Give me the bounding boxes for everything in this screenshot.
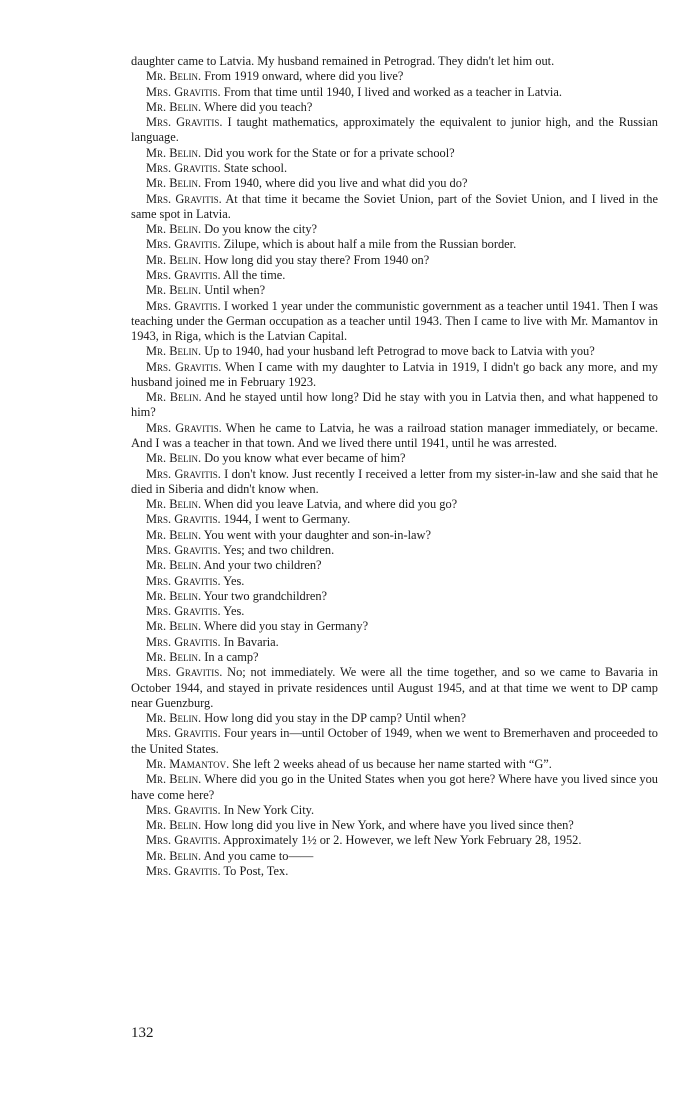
transcript-paragraph xyxy=(131,100,658,115)
transcript-paragraph xyxy=(131,849,658,864)
speaker-name: Mr. Belin. xyxy=(146,176,202,191)
speech-text: Four years in—until October of 1949, when we went to Bremerhaven and proceeded to the United States. xyxy=(131,726,658,756)
speaker-name: Mrs. Gravitis. xyxy=(146,466,221,481)
speaker-name: Mrs. Gravitis. xyxy=(146,604,221,619)
speaker-name: Mrs. Gravitis. xyxy=(146,191,222,206)
transcript-paragraph xyxy=(131,665,658,711)
speaker-name: Mr. Belin. xyxy=(146,344,202,359)
speaker-name: Mrs. Gravitis. xyxy=(146,863,221,878)
speech-text: Until when? xyxy=(204,283,266,298)
speech-text: From that time until 1940, I lived and worked as a teacher in Latvia. xyxy=(223,84,562,99)
page-number: 132 xyxy=(131,1025,154,1041)
transcript-paragraph xyxy=(131,253,658,268)
speaker-name: Mrs. Gravitis. xyxy=(146,665,223,680)
speech-text: Zilupe, which is about half a mile from the Russian border. xyxy=(223,237,517,252)
speech-text: daughter came to Latvia. My husband remained in Petrograd. They didn't let him out. xyxy=(131,54,555,68)
speech-text: I taught mathematics, approximately the equivalent to junior high, and the Russian language. xyxy=(131,115,658,145)
transcript-paragraph xyxy=(131,512,658,527)
speech-text: She left 2 weeks ahead of us because her name started with “G”. xyxy=(232,756,552,771)
transcript-paragraph xyxy=(131,803,658,818)
speech-text: Where did you teach? xyxy=(203,99,313,114)
speech-text: Do you know the city? xyxy=(204,222,318,237)
speech-text: From 1940, where did you live and what did you do? xyxy=(204,176,468,191)
speech-text: Where did you stay in Germany? xyxy=(203,619,369,634)
transcript-paragraph xyxy=(131,558,658,573)
speech-text: When he came to Latvia, he was a railroad station manager immediately, or became. And I was a teacher in that town. And we lived there until 1941, until he was arrested. xyxy=(131,420,659,451)
transcript-paragraph xyxy=(131,299,658,345)
speech-text: When did you leave Latvia, and where did you go? xyxy=(203,497,458,512)
transcript-paragraph xyxy=(131,69,658,84)
transcript-paragraph xyxy=(131,268,658,283)
speaker-name: Mr. Belin. xyxy=(146,818,202,833)
speaker-name: Mrs. Gravitis. xyxy=(146,359,222,374)
speaker-name: Mrs. Gravitis. xyxy=(146,420,222,435)
transcript-paragraph xyxy=(131,467,658,498)
transcript-paragraph xyxy=(131,650,658,665)
transcript-paragraph xyxy=(131,574,658,589)
transcript-paragraph xyxy=(131,115,658,146)
speaker-name: Mrs. Gravitis. xyxy=(146,115,223,130)
speech-text: 1944, I went to Germany. xyxy=(223,512,351,527)
transcript-paragraph xyxy=(131,711,658,726)
speech-text: No; not immediately. We were all the time together, and so we came to Bavaria in October 1944, and stayed in private residences until August 1945, and at that time we went to DP camp near Guenzburg. xyxy=(131,665,658,710)
speaker-name: Mr. Belin. xyxy=(146,649,202,664)
transcript-paragraph xyxy=(131,864,658,879)
speaker-name: Mr. Belin. xyxy=(146,451,202,466)
speaker-name: Mrs. Gravitis. xyxy=(146,298,221,313)
transcript-paragraph xyxy=(131,192,658,223)
speech-text: In New York City. xyxy=(223,802,315,817)
transcript-paragraph xyxy=(131,344,658,359)
speech-text: From 1919 onward, where did you live? xyxy=(204,69,404,84)
speaker-name: Mr. Belin. xyxy=(146,711,202,726)
speaker-name: Mrs. Gravitis. xyxy=(146,802,221,817)
transcript-paragraph xyxy=(131,757,658,772)
speech-text: How long did you stay in the DP camp? Until when? xyxy=(204,711,466,726)
transcript-paragraph xyxy=(131,451,658,466)
speech-text: You went with your daughter and son-in-law? xyxy=(203,527,431,542)
transcript-paragraph xyxy=(131,543,658,558)
speech-text: In a camp? xyxy=(204,649,259,664)
transcript-paragraph xyxy=(131,222,658,237)
transcript-paragraph xyxy=(131,146,658,161)
transcript-page xyxy=(131,54,658,879)
speech-text: When I came with my daughter to Latvia in 1919, I didn't go back any more, and my husband joined me in February 1923. xyxy=(131,359,658,389)
speaker-name: Mr. Belin. xyxy=(146,222,202,237)
transcript-paragraph xyxy=(131,161,658,176)
speaker-name: Mr. Belin. xyxy=(146,588,202,603)
speaker-name: Mrs. Gravitis. xyxy=(146,237,221,252)
speaker-name: Mr. Belin. xyxy=(146,772,202,787)
speech-text: Yes. xyxy=(223,604,245,619)
speaker-name: Mr. Belin. xyxy=(146,619,202,634)
speech-text: And you came to—— xyxy=(203,848,314,863)
speaker-name: Mrs. Gravitis. xyxy=(146,634,221,649)
speaker-name: Mrs. Gravitis. xyxy=(146,573,221,588)
speaker-name: Mr. Belin. xyxy=(146,252,202,267)
speech-text: I don't know. Just recently I received a letter from my sister-in-law and she said that he died in Siberia and didn't know when. xyxy=(131,466,658,496)
speaker-name: Mr. Belin. xyxy=(146,145,202,160)
speaker-name: Mr. Belin. xyxy=(146,69,202,84)
speaker-name: Mr. Mamantov. xyxy=(146,756,230,771)
speech-text: At that time it became the Soviet Union, part of the Soviet Union, and I lived in the same spot in Latvia. xyxy=(131,191,658,221)
speaker-name: Mrs. Gravitis. xyxy=(146,726,221,741)
speech-text: To Post, Tex. xyxy=(223,863,289,878)
speaker-name: Mr. Belin. xyxy=(146,527,202,542)
transcript-paragraph xyxy=(131,360,658,391)
speech-text: All the time. xyxy=(223,267,286,282)
transcript-paragraph xyxy=(131,833,658,848)
speech-text: Do you know what ever became of him? xyxy=(204,451,406,466)
speech-text: Your two grandchildren? xyxy=(203,588,328,603)
transcript-paragraph xyxy=(131,604,658,619)
transcript-paragraph xyxy=(131,726,658,757)
speaker-name: Mrs. Gravitis. xyxy=(146,512,221,527)
speech-text: I worked 1 year under the communistic government as a teacher until 1941. Then I was teaching under the German occupation as a teacher until 1943. Then I came to live with Mr. Mamantov in 1943, in Riga, which is the Latvian Capital. xyxy=(131,298,658,344)
speech-text: Yes; and two children. xyxy=(223,543,335,557)
speech-text: In Bavaria. xyxy=(223,634,279,649)
transcript-paragraph xyxy=(131,85,658,100)
transcript-paragraph xyxy=(131,635,658,650)
transcript-paragraph xyxy=(131,176,658,191)
speech-text: Up to 1940, had your husband left Petrograd to move back to Latvia with you? xyxy=(204,344,595,359)
speech-text: State school. xyxy=(223,160,288,175)
transcript-paragraph xyxy=(131,497,658,512)
speaker-name: Mrs. Gravitis. xyxy=(146,160,221,175)
speech-text: Did you work for the State or for a private school? xyxy=(204,145,455,160)
speech-text: How long did you live in New York, and where have you lived since then? xyxy=(204,818,574,833)
speaker-name: Mrs. Gravitis. xyxy=(146,543,221,557)
speaker-name: Mrs. Gravitis. xyxy=(146,84,221,99)
transcript-paragraph xyxy=(131,283,658,298)
transcript-paragraph xyxy=(131,421,658,452)
speaker-name: Mr. Belin. xyxy=(146,99,202,114)
speaker-name: Mrs. Gravitis. xyxy=(146,833,221,848)
speaker-name: Mr. Belin. xyxy=(146,848,202,863)
transcript-paragraph xyxy=(131,619,658,634)
speech-text: And he stayed until how long? Did he stay with you in Latvia then, and what happened to him? xyxy=(131,390,658,420)
transcript-paragraph xyxy=(131,589,658,604)
transcript-paragraph xyxy=(131,54,658,69)
transcript-paragraph xyxy=(131,772,658,803)
speech-text: Approximately 1½ or 2. However, we left New York February 28, 1952. xyxy=(223,833,582,848)
transcript-paragraph xyxy=(131,528,658,543)
speaker-name: Mr. Belin. xyxy=(146,283,202,298)
transcript-paragraph xyxy=(131,818,658,833)
speaker-name: Mr. Belin. xyxy=(146,497,202,512)
speech-text: How long did you stay there? From 1940 on? xyxy=(204,252,430,267)
transcript-paragraph xyxy=(131,390,658,421)
transcript-paragraph xyxy=(131,237,658,252)
speech-text: And your two children? xyxy=(203,558,322,573)
speaker-name: Mr. Belin. xyxy=(146,390,202,405)
speech-text: Where did you go in the United States when you got here? Where have you lived since you have come here? xyxy=(131,772,658,802)
speech-text: Yes. xyxy=(223,573,245,588)
speaker-name: Mrs. Gravitis. xyxy=(146,267,221,282)
speaker-name: Mr. Belin. xyxy=(146,558,202,573)
